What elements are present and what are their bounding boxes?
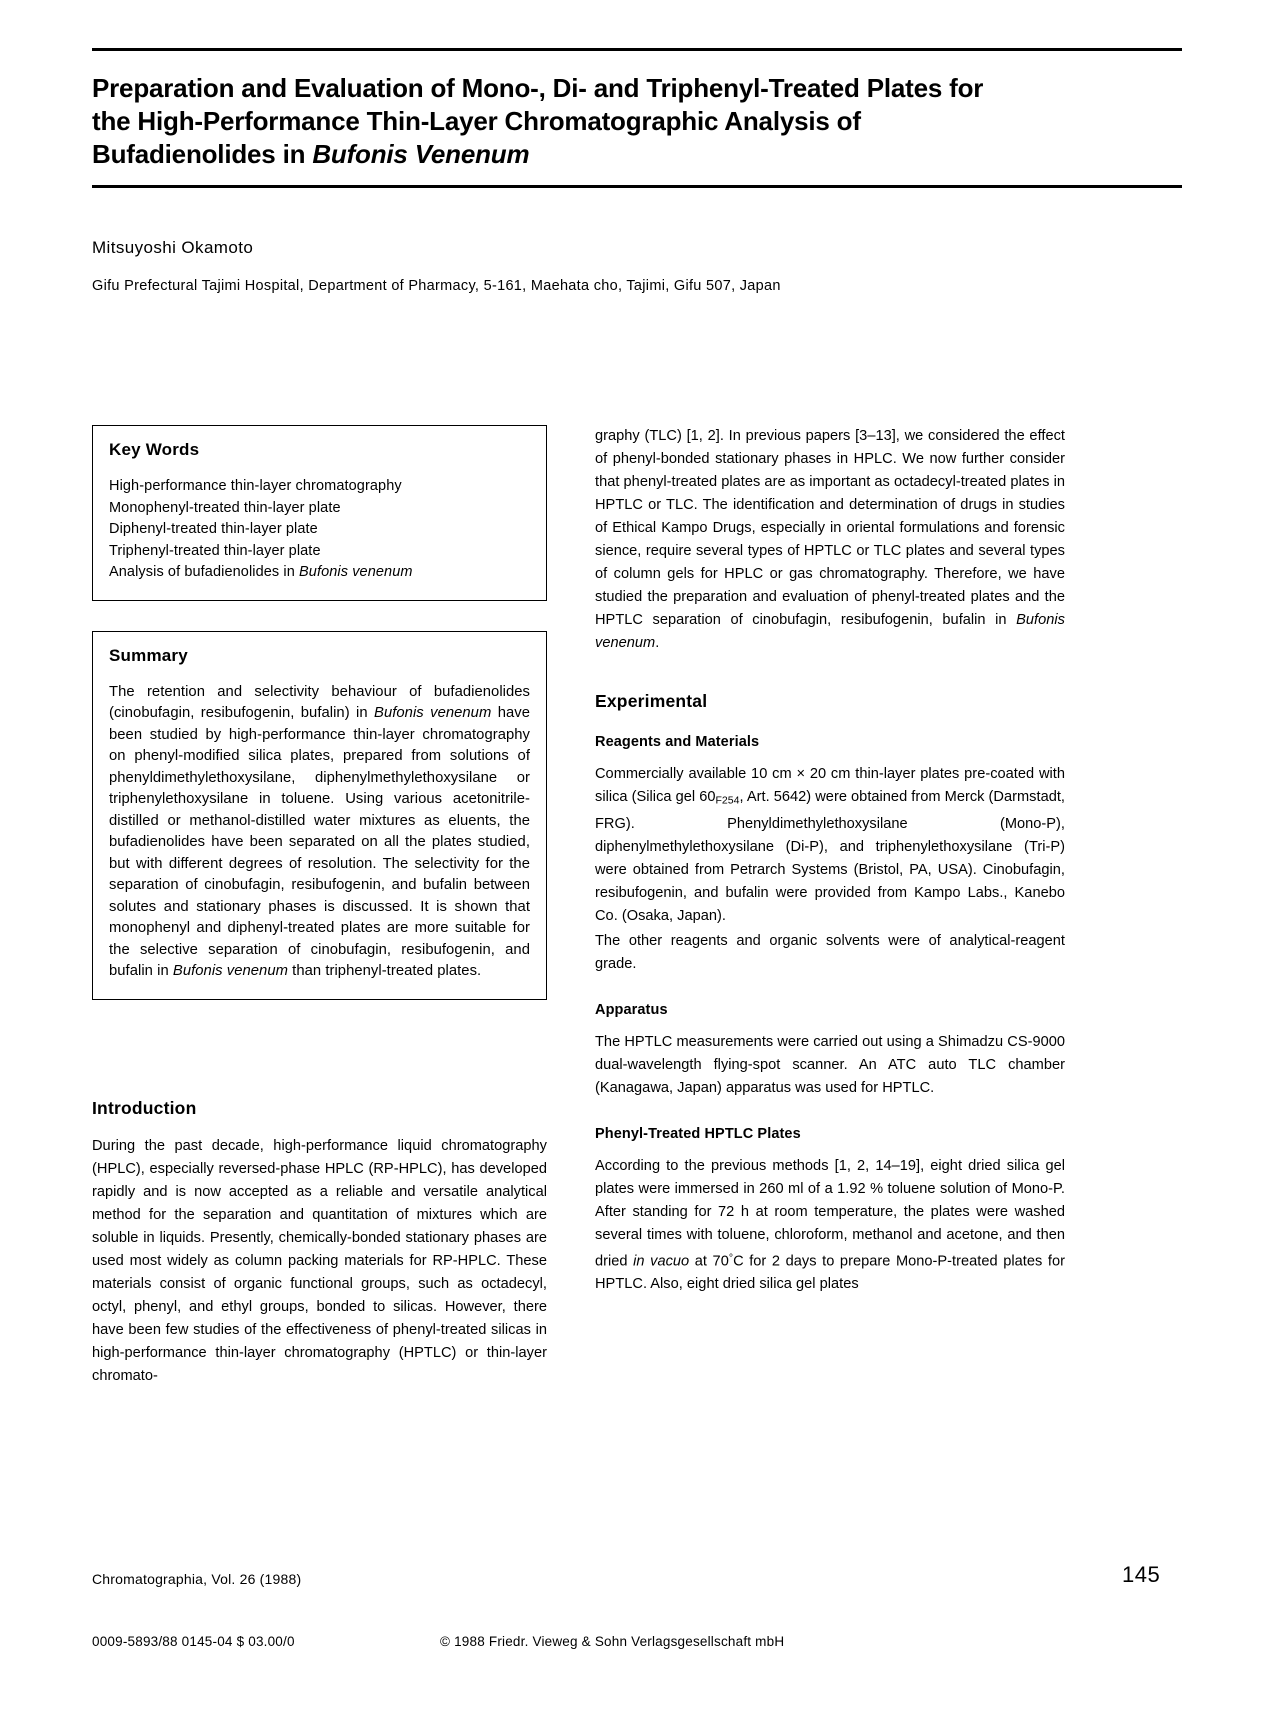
title-bottom-rule	[92, 185, 1182, 188]
silica-gel-subscript: F254	[715, 794, 740, 807]
title-line-3-italic: Bufonis Venenum	[312, 139, 530, 169]
keyword-last-italic: Bufonis venenum	[299, 564, 413, 580]
footer-copyright: © 1988 Friedr. Vieweg & Sohn Verlagsgesellschaft mbH	[440, 1634, 785, 1649]
author-affiliation: Gifu Prefectural Tajimi Hospital, Department of Pharmacy, 5-161, Maehata cho, Tajimi, Gifu 507, Japan	[92, 278, 781, 294]
keywords-box	[92, 425, 547, 601]
reagents-paragraph-2: The other reagents and organic solvents were of analytical-reagent grade.	[595, 932, 1065, 972]
plates-italic-invacuo: in vacuo	[633, 1253, 690, 1270]
title-line-3-plain: Bufadienolides in	[92, 139, 313, 169]
title-line-1: Preparation and Evaluation of Mono-, Di- and Triphenyl-Treated Plates for	[92, 73, 984, 103]
keyword-item: Diphenyl-treated thin-layer plate	[109, 521, 318, 537]
apparatus-heading: Apparatus	[595, 1001, 668, 1018]
summary-box	[92, 631, 547, 1000]
summary-paragraph	[109, 682, 530, 983]
keyword-item	[109, 562, 530, 584]
page-title	[92, 72, 1092, 171]
left-column	[92, 425, 547, 1390]
footer-journal-reference: Chromatographia, Vol. 26 (1988)	[92, 1571, 302, 1587]
summary-part-c: than triphenyl-treated plates.	[288, 963, 482, 979]
plates-part-c: C for 2 days to prepare Mono-P-treated plates for HPTLC. Also, eight dried silica gel plates	[595, 1253, 1065, 1293]
reagents-heading: Reagents and Materials	[595, 734, 760, 750]
title-top-rule	[92, 48, 1182, 51]
keyword-last-plain: Analysis of bufadienolides in	[109, 564, 300, 580]
keyword-item: High-performance thin-layer chromatography	[109, 478, 402, 494]
introduction-heading: Introduction	[92, 1097, 197, 1118]
degree-symbol: °	[728, 1251, 734, 1264]
introduction-section	[92, 1098, 547, 1388]
right-column	[595, 425, 1065, 1298]
phenyl-plates-heading: Phenyl-Treated HPTLC Plates	[595, 1125, 801, 1142]
intro-cont-part-a: graphy (TLC) [1, 2]. In previous papers [3–13], we considered the effect of phenyl-bonded stationary phases in HPLC. We now further consider that phenyl-treated plates are as important as octadecyl-treated plates in HPTLC or TLC. The identification and determination of drugs in studies of Ethical Kampo Drugs, especially in oriental formulations and forensic sience, require several types of HPTLC or TLC plates and several types of column gels for HPLC or gas chromatography. Therefore, we have studied the preparation and evaluation of phenyl-treated plates and the HPTLC separation of cinobufagin, resibufogenin, bufalin in	[595, 428, 1065, 628]
footer-issn-line: 0009-5893/88 0145-04 $ 03.00/0	[92, 1634, 295, 1649]
summary-italic-2: Bufonis venenum	[172, 963, 288, 979]
author-name: Mitsuyoshi Okamoto	[92, 238, 254, 257]
keywords-list	[109, 476, 530, 584]
summary-part-b: have been studied by high-performance thin-layer chromatography on phenyl-modified silica plates, prepared from solutions of phenyldimethylethoxysilane, diphenylmethylethoxysilane or triphenylethoxysilane in toluene. Using various acetonitrile-distilled or methanol-distilled water mixtures as eluents, the bufadienolides have been separated on all the plates studied, but with different degrees of resolution. The selectivity for the separation of cinobufagin, resibufogenin, and bufalin between solutes and stationary phases is discussed. It is shown that monophenyl and diphenyl-treated plates are more suitable for the selective separation of cinobufagin, resibufogenin, and bufalin in	[109, 705, 530, 979]
plates-part-b: at 70	[689, 1253, 729, 1270]
summary-italic-1: Bufonis venenum	[374, 705, 492, 721]
plates-part-a: According to the previous methods [1, 2, 14–19], eight dried silica gel plates were immersed in 260 ml of a 1.92 % toluene solution of Mono-P. After standing for 72 h at room temperature, the plates were washed several times with toluene, chloroform, methanol and acetone, and then dried	[595, 1157, 1065, 1270]
experimental-heading: Experimental	[595, 691, 708, 711]
keyword-item: Monophenyl-treated thin-layer plate	[109, 499, 341, 516]
introduction-continuation	[595, 425, 1065, 655]
keyword-item: Triphenyl-treated thin-layer plate	[109, 542, 321, 559]
phenyl-plates-paragraph	[595, 1155, 1065, 1296]
apparatus-paragraph: The HPTLC measurements were carried out using a Shimadzu CS-9000 dual-wavelength flying-spot scanner. An ATC auto TLC chamber (Kanagawa, Japan) apparatus was used for HPTLC.	[595, 1033, 1065, 1096]
intro-cont-italic: Bufonis venenum	[595, 612, 1065, 651]
keywords-heading: Key Words	[109, 440, 200, 459]
intro-cont-part-b: .	[655, 635, 660, 651]
reagents-part-b: , Art. 5642) were obtained from Merck (Darmstadt, FRG). Phenyldimethylethoxysilane (Mono-P), diphenylmethylethoxysilane (Di-P), and triphenylethoxysilane (Tri-P) were obtained from Petrarch Systems (Bristol, PA, USA). Cinobufagin, resibufogenin, and bufalin were provided from Kampo Labs., Kanebo Co. (Osaka, Japan).	[595, 789, 1065, 924]
summary-heading: Summary	[109, 645, 188, 665]
page-number: 145	[1122, 1562, 1161, 1587]
reagents-paragraph-1	[595, 763, 1065, 928]
introduction-paragraph: During the past decade, high-performance liquid chromatography (HPLC), especially reversed-phase HPLC (RP-HPLC), has developed rapidly and is now accepted as a reliable and versatile analytical method for the separation and quantitation of mixtures which are soluble in liquids. Presently, chemically-bonded stationary phases are used most widely as column packing materials for RP-HPLC. These materials consist of organic functional groups, such as octadecyl, octyl, phenyl, and ethyl groups, bonded to silicas. However, there have been few studies of the effectiveness of phenyl-treated silicas in high-performance thin-layer chromatography (HPTLC) or thin-layer chromato-	[92, 1137, 547, 1384]
summary-part-a: The retention and selectivity behaviour of bufadienolides (cinobufagin, resibufogenin, bufalin) in	[109, 683, 530, 721]
reagents-part-a: Commercially available 10 cm × 20 cm thin-layer plates pre-coated with silica (Silica gel 60	[595, 766, 1065, 805]
title-line-2: the High-Performance Thin-Layer Chromatographic Analysis of	[92, 106, 861, 136]
